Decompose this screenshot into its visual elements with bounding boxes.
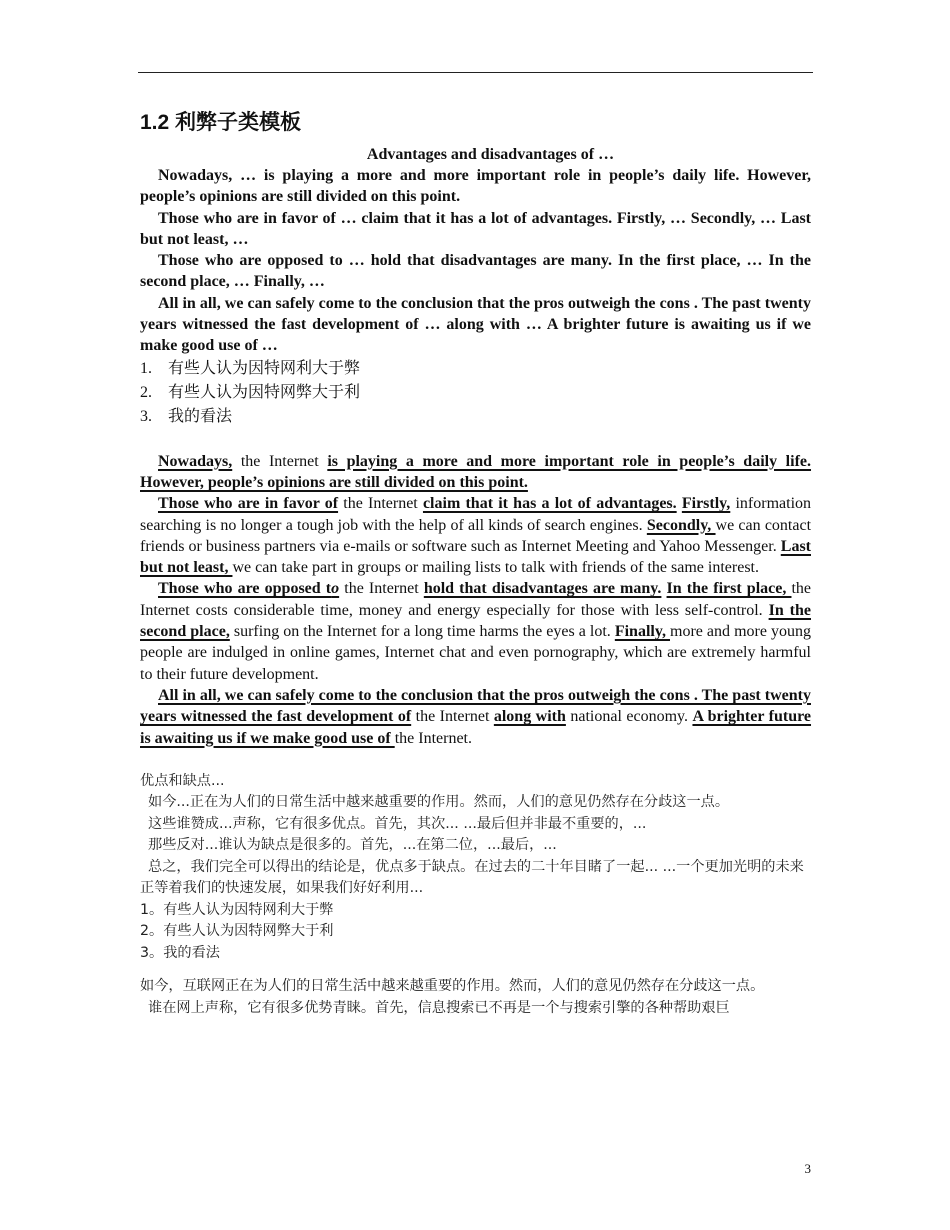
essay-phrase: In the first place, <box>666 580 792 598</box>
essay-phrase: claim that it has a lot of advantages. <box>422 495 677 513</box>
essay-text: national economy. <box>565 708 693 726</box>
essay-phrase: Nowadays, <box>158 452 233 470</box>
essay-text: the Internet <box>232 452 328 470</box>
essay-phrase: Secondly, <box>646 516 716 534</box>
essay-paragraph-4 <box>140 685 811 749</box>
cn-essay-line: 谁在网上声称，它有很多优势青睐。首先，信息搜索已不再是一个与搜索引擎的各种帮助艰巨 <box>148 999 730 1016</box>
page-content <box>140 108 811 1019</box>
essay-phrase: Finally, <box>614 623 670 641</box>
cn-line: 那些反对...谁认为缺点是很多的。首先，...在第二位，...最后，... <box>148 837 557 854</box>
outline-number: 2. <box>140 383 152 401</box>
template-paragraph-4: All in all, we can safely come to the conclusion that the pros outweigh the cons . The past twenty years witnessed the fast development of … along with … A brighter future is awaiting us if we make good use of … <box>140 294 811 355</box>
outline-text: 有些人认为因特网弊大于利 <box>168 383 361 401</box>
chinese-translation <box>140 771 811 1020</box>
cn-line: 总之，我们完全可以得出的结论是，优点多于缺点。在过去的二十年目睹了一起... ...一个更加光明的未来正等着我们的快速发展，如果我们好好利用... <box>140 858 804 897</box>
essay-text: more and more young people are indulged in online games, Internet chat and even pornography, which are extremely harmful to their future development. <box>140 623 811 683</box>
essay-phrase: along with <box>493 708 566 726</box>
essay-text: the Internet. <box>394 729 472 747</box>
essay-phrase: o <box>331 580 340 598</box>
section-heading: 1.2 利弊子类模板 <box>140 111 302 134</box>
outline-item <box>140 381 811 405</box>
essay-phrase: A brighter future is awaiting us if we make good use of <box>140 708 812 747</box>
essay-text: the Internet <box>339 580 424 598</box>
essay-text: surfing on the Internet for a long time harms the eyes a lot. <box>229 623 615 641</box>
essay-paragraph-3 <box>140 578 811 684</box>
outline-text: 我的看法 <box>168 407 233 425</box>
essay-text: the Internet <box>338 495 423 513</box>
essay-phrase: All in all, we can safely come to the conclusion that the pros outweigh the cons . The past twenty years witnessed the fast development of <box>140 686 811 726</box>
cn-line: 如今...正在为人们的日常生活中越来越重要的作用。然而，人们的意见仍然存在分歧这一点。 <box>148 794 730 811</box>
template-section <box>140 144 811 429</box>
template-title: Advantages and disadvantages of … <box>366 146 615 163</box>
spacer <box>140 429 811 451</box>
essay-phrase: Those who are in favor of <box>158 495 339 513</box>
page-number: 3 <box>804 1161 811 1176</box>
essay-paragraph-1 <box>140 451 811 494</box>
outline-item <box>140 405 811 429</box>
essay-section <box>140 451 811 749</box>
spacer <box>140 964 811 976</box>
cn-list-item: 1。有些人认为因特网利大于弊 <box>140 901 334 918</box>
outline-number: 1. <box>140 359 152 377</box>
essay-text: we can take part in groups or mailing lists to talk with friends of the same interest. <box>232 559 759 577</box>
essay-text: the Internet <box>411 708 494 726</box>
cn-line: 这些谁赞成...声称，它有很多优点。首先，其次... ...最后但并非最不重要的，... <box>148 815 647 832</box>
cn-list-item: 3。我的看法 <box>140 944 220 961</box>
essay-phrase: Last but not least, <box>140 537 811 577</box>
essay-paragraph-2 <box>140 493 811 578</box>
essay-phrase: Firstly, <box>681 495 731 513</box>
outline-text: 有些人认为因特网利大于弊 <box>168 359 361 377</box>
cn-title: 优点和缺点... <box>140 772 225 789</box>
essay-phrase: is playing a more and more important role in people’s daily life. However, people’s opinions are still divided on this point. <box>140 452 812 491</box>
essay-text: the Internet costs considerable time, money and energy especially for those with less self-control. <box>140 580 812 619</box>
essay-phrase: In the second place, <box>140 601 811 641</box>
template-paragraph-1: Nowadays, … is playing a more and more important role in people’s daily life. However, people’s opinions are still divided on this point. <box>140 167 811 206</box>
template-paragraph-3: Those who are opposed to … hold that disadvantages are many. In the first place, … In the second place, … Finally, … <box>140 252 811 291</box>
essay-text: information searching is no longer a tough job with the help of all kinds of search engines. <box>140 495 812 534</box>
template-paragraph-2: Those who are in favor of … claim that it has a lot of advantages. Firstly, … Secondly, … Last but not least, … <box>140 209 811 248</box>
essay-phrase: hold that disadvantages are many. <box>423 580 662 598</box>
spacer <box>140 749 811 771</box>
outline-list <box>140 357 811 429</box>
cn-essay-line: 如今，互联网正在为人们的日常生活中越来越重要的作用。然而，人们的意见仍然存在分歧这一点。 <box>140 978 765 995</box>
header-rule <box>138 72 813 73</box>
essay-phrase: Those who are opposed t <box>158 580 332 598</box>
outline-item <box>140 357 811 381</box>
outline-number: 3. <box>140 407 152 425</box>
essay-text: we can contact friends or business partners via e-mails or software such as Internet Meeting and Yahoo Messenger. <box>140 516 812 555</box>
cn-list-item: 2。有些人认为因特网弊大于利 <box>140 923 334 940</box>
